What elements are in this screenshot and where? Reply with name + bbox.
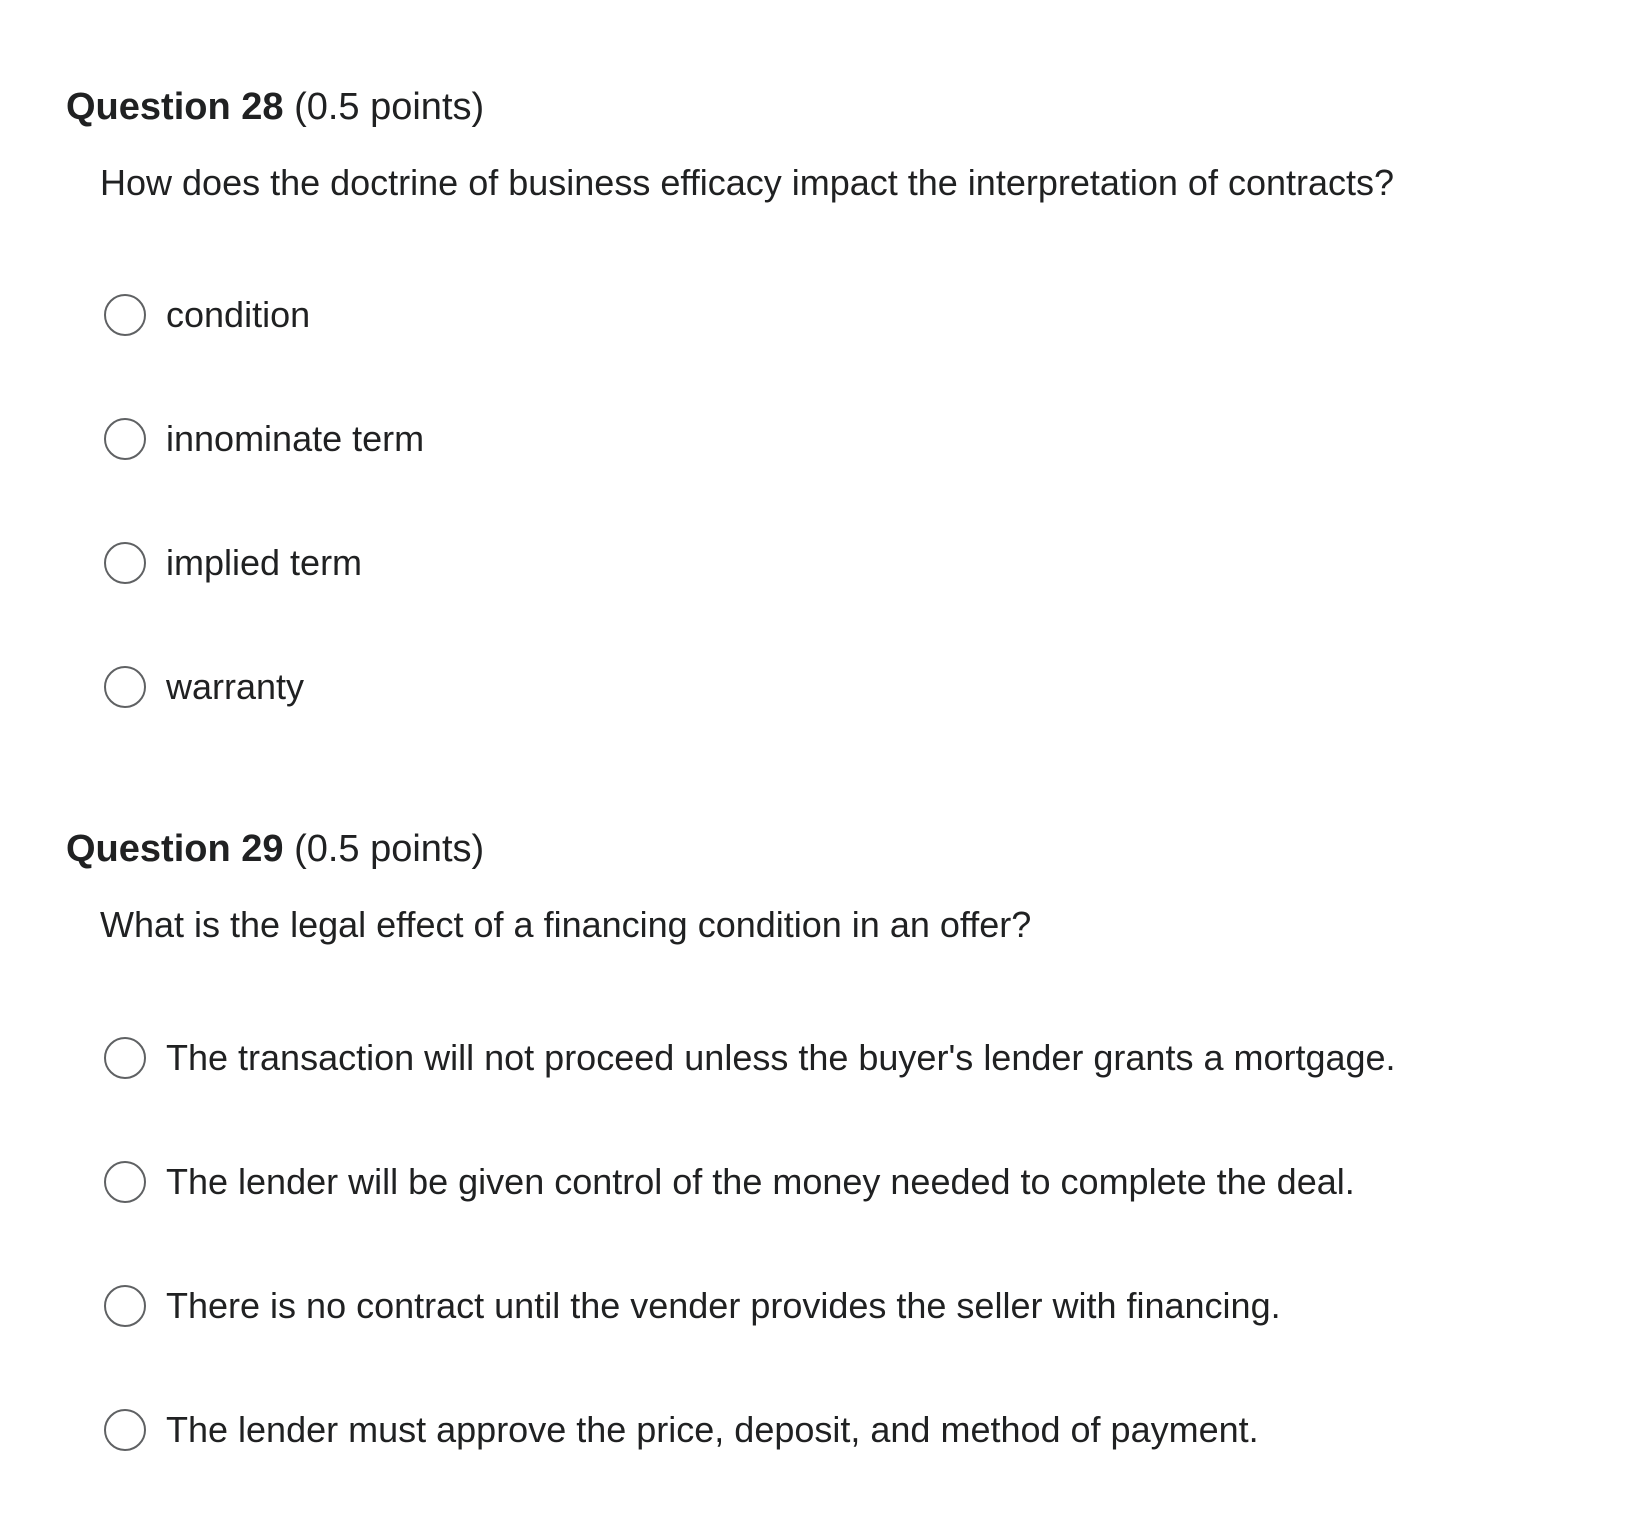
- radio-button-icon[interactable]: [104, 666, 146, 708]
- answer-option-4[interactable]: [104, 1402, 1259, 1458]
- question-header: [66, 82, 484, 132]
- answer-option-label: warranty: [166, 666, 305, 707]
- radio-button-icon[interactable]: [104, 418, 146, 460]
- answer-option-label: innominate term: [166, 418, 425, 459]
- question-header: [66, 824, 484, 874]
- question-title: Question 29: [66, 828, 284, 870]
- question-points: (0.5 points): [294, 86, 485, 128]
- radio-button-icon[interactable]: [104, 1161, 146, 1203]
- answer-option-label: There is no contract until the vender provides the seller with financing.: [166, 1285, 1281, 1326]
- question-points: (0.5 points): [294, 828, 485, 870]
- answer-option-innominate-term[interactable]: [104, 411, 424, 467]
- answer-option-label: condition: [166, 294, 311, 335]
- answer-option-3[interactable]: [104, 1278, 1281, 1334]
- question-title: Question 28: [66, 86, 284, 128]
- question-prompt: How does the doctrine of business efficacy impact the interpretation of contracts?: [100, 162, 1395, 203]
- radio-button-icon[interactable]: [104, 1285, 146, 1327]
- answer-option-warranty[interactable]: [104, 659, 304, 715]
- radio-button-icon[interactable]: [104, 294, 146, 336]
- radio-button-icon[interactable]: [104, 542, 146, 584]
- answer-option-label: The lender must approve the price, deposit, and method of payment.: [166, 1409, 1259, 1450]
- answer-option-2[interactable]: [104, 1154, 1355, 1210]
- answer-option-label: The lender will be given control of the money needed to complete the deal.: [166, 1161, 1355, 1202]
- answer-option-1[interactable]: [104, 1030, 1396, 1086]
- radio-button-icon[interactable]: [104, 1409, 146, 1451]
- answer-option-condition[interactable]: [104, 287, 310, 343]
- answer-option-label: implied term: [166, 542, 363, 583]
- answer-option-label: The transaction will not proceed unless the buyer's lender grants a mortgage.: [166, 1037, 1396, 1078]
- question-prompt: What is the legal effect of a financing condition in an offer?: [100, 904, 1032, 945]
- radio-button-icon[interactable]: [104, 1037, 146, 1079]
- answer-option-implied-term[interactable]: [104, 535, 362, 591]
